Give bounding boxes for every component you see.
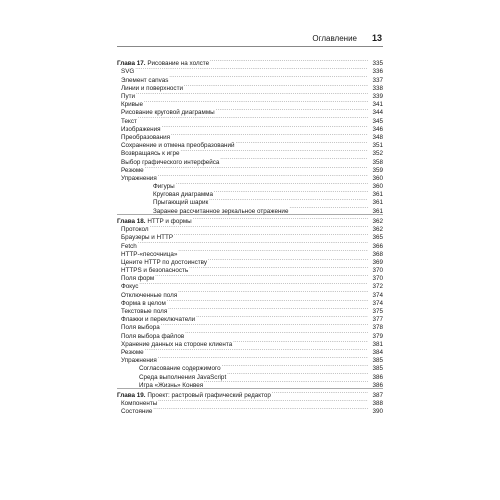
toc-page-number: 361	[372, 191, 383, 199]
dot-leader	[210, 57, 368, 65]
toc-page-number: 369	[372, 258, 383, 266]
toc-page-number: 381	[372, 340, 383, 348]
dot-leader	[184, 82, 368, 90]
toc-page-number: 377	[372, 316, 383, 324]
toc-entry	[117, 106, 383, 117]
toc-page-number: 386	[372, 381, 383, 389]
toc-chapter-entry	[117, 215, 383, 223]
toc-entry	[117, 164, 383, 172]
toc-entry	[117, 98, 383, 109]
toc-page-number: 339	[372, 93, 383, 101]
toc-entry	[117, 362, 383, 373]
toc-entry-title: Форма в целом	[121, 299, 166, 307]
dot-leader	[208, 256, 368, 264]
toc-page-number: 379	[372, 332, 383, 340]
toc-entry-title: Фигуры	[153, 183, 175, 191]
toc-entry-title: Отключенные поля	[121, 291, 178, 299]
toc-page-number: 386	[372, 373, 383, 381]
toc-page-number: 362	[372, 217, 383, 225]
toc-entry-title: Игра «Жизнь» Конвея	[139, 381, 204, 389]
toc-entry-title: Преобразования	[121, 133, 171, 141]
toc-page-number: 335	[372, 60, 383, 68]
toc-entry-title: Элемент canvas	[121, 76, 169, 84]
dot-leader	[196, 313, 368, 321]
toc-entry-title: Флажки и переключатели	[121, 316, 196, 324]
toc-entry	[117, 405, 383, 416]
toc-page-number: 370	[372, 267, 383, 275]
toc-entry-title: Рисование круговой диаграммы	[121, 109, 215, 117]
toc-entry-title: Заранее рассчитанное зеркальное отражение	[153, 207, 289, 215]
toc-page-number: 359	[372, 166, 383, 174]
toc-entry	[117, 223, 383, 234]
running-title: Оглавление	[312, 34, 357, 43]
dot-leader	[153, 405, 368, 413]
dot-leader	[139, 280, 368, 288]
dot-leader	[161, 321, 368, 329]
dot-leader	[289, 204, 368, 212]
toc-chapter-entry	[117, 57, 383, 68]
toc-entry-title: Поля выбора	[121, 324, 160, 332]
toc-page-number: 374	[372, 299, 383, 307]
toc-page-number: 352	[372, 150, 383, 158]
page-number: 13	[371, 33, 382, 43]
toc-page-number: 368	[372, 250, 383, 258]
dot-leader	[180, 147, 368, 155]
toc-entry-title: Выбор графического интерфейса	[121, 158, 220, 166]
dot-leader	[169, 73, 368, 81]
toc-entry	[117, 346, 383, 354]
toc-page-number: 390	[372, 408, 383, 416]
toc-entry-title: HTTP-«песочница»	[121, 250, 178, 258]
dot-leader	[136, 90, 368, 98]
toc-entry	[117, 354, 383, 365]
toc-page-number: 337	[372, 76, 383, 84]
dot-leader	[145, 346, 368, 354]
chapter-label: Глава 19.	[117, 391, 146, 399]
toc-entry-title: Fetch	[121, 242, 137, 250]
toc-page-number: 378	[372, 324, 383, 332]
toc-page-number: 385	[372, 365, 383, 373]
toc-page-number: 388	[372, 400, 383, 408]
dot-leader	[233, 338, 368, 346]
toc-page-number: 358	[372, 158, 383, 166]
chapter-title: Проект: растровый графический редактор	[147, 391, 271, 399]
toc-entry-title: Сохранение и отмена преобразований	[121, 142, 235, 150]
toc-entry	[117, 272, 383, 283]
dot-leader	[193, 215, 368, 223]
toc-entry-title: Поля выбора файлов	[121, 332, 185, 340]
toc-entry-title: Резюме	[121, 348, 144, 356]
toc-entry-title: Браузеры и HTTP	[121, 234, 174, 242]
dot-leader	[272, 389, 368, 397]
toc-chapter-entry	[117, 389, 383, 397]
toc-entry-title: Цените HTTP по достоинству	[121, 258, 207, 266]
dot-leader	[150, 223, 368, 231]
toc-entry-title: Возвращаясь к игре	[121, 150, 180, 158]
dot-leader	[162, 123, 368, 131]
toc-entry-title: Поля форм	[121, 275, 155, 283]
toc-entry-title: Линии и поверхности	[121, 84, 183, 92]
toc-page-number: 360	[372, 174, 383, 182]
dot-leader	[227, 370, 368, 378]
dot-leader	[176, 180, 368, 188]
dot-leader	[167, 297, 368, 305]
toc-entry	[117, 180, 383, 191]
toc-page-number: 366	[372, 242, 383, 250]
toc-entry-title: Протокол	[121, 226, 149, 234]
dot-leader	[158, 354, 368, 362]
toc-page-number: 345	[372, 117, 383, 125]
toc-entry-title: Резюме	[121, 166, 144, 174]
dot-leader	[138, 114, 368, 122]
toc-entry-title: Компоненты	[121, 400, 158, 408]
dot-leader	[168, 305, 368, 313]
toc-entry	[117, 239, 383, 250]
toc-entry-title: HTTPS и безопасность	[121, 267, 189, 275]
dot-leader	[209, 196, 368, 204]
toc-entry	[117, 73, 383, 84]
dot-leader	[144, 98, 368, 106]
toc-entry-title: SVG	[121, 68, 135, 76]
toc-page-number: 365	[372, 234, 383, 242]
toc-page-number: 370	[372, 275, 383, 283]
dot-leader	[135, 65, 368, 73]
toc-entry-title: Прыгающий шарик	[153, 199, 209, 207]
toc-page-number: 351	[372, 142, 383, 150]
toc-entry	[117, 288, 383, 299]
toc-page-number: 374	[372, 291, 383, 299]
dot-leader	[171, 131, 368, 139]
toc-page-number: 344	[372, 109, 383, 117]
toc-entry-title: Среда выполнения JavaScript	[139, 373, 227, 381]
dot-leader	[220, 155, 368, 163]
dot-leader	[204, 379, 368, 387]
toc-page-number: 338	[372, 84, 383, 92]
toc-entry-title: Круговая диаграмма	[153, 191, 213, 199]
dot-leader	[214, 188, 368, 196]
chapter-title: HTTP и формы	[147, 217, 192, 225]
toc-entry	[117, 123, 383, 131]
toc-page-number: 362	[372, 226, 383, 234]
toc-entry	[117, 65, 383, 76]
dot-leader	[158, 172, 368, 180]
dot-leader	[189, 264, 368, 272]
toc-entry-title: Согласование содержимого	[139, 365, 221, 373]
chapter-title: Рисование на холсте	[147, 60, 210, 68]
toc-page-number: 361	[372, 199, 383, 207]
toc-page-number: 336	[372, 68, 383, 76]
toc-entry	[117, 172, 383, 180]
toc-page-number: 387	[372, 391, 383, 399]
dot-leader	[222, 362, 368, 370]
dot-leader	[158, 397, 368, 405]
toc-entry-title: Текст	[121, 117, 137, 125]
toc-page-number: 361	[372, 207, 383, 215]
toc-page-number: 348	[372, 133, 383, 141]
chapter-label: Глава 18.	[117, 217, 146, 225]
toc-page-number: 385	[372, 357, 383, 365]
toc-entry-title: Изображения	[121, 125, 161, 133]
toc-page-number: 384	[372, 348, 383, 356]
toc-page-number: 372	[372, 283, 383, 291]
table-of-contents	[117, 57, 383, 416]
toc-entry-title: Упражнения	[121, 357, 157, 365]
toc-entry	[117, 280, 383, 291]
toc-entry-title: Пути	[121, 93, 136, 101]
toc-entry-title: Фокус	[121, 283, 139, 291]
dot-leader	[216, 106, 368, 114]
dot-leader	[145, 164, 368, 172]
toc-entry-title: Состояние	[121, 408, 153, 416]
dot-leader	[178, 288, 368, 296]
toc-page-number: 375	[372, 308, 383, 315]
dot-leader	[178, 248, 368, 256]
toc-entry	[117, 248, 383, 256]
page-header	[117, 33, 383, 47]
toc-entry	[117, 231, 383, 242]
dot-leader	[155, 272, 368, 280]
dot-leader	[138, 239, 368, 247]
dot-leader	[236, 139, 369, 147]
dot-leader	[174, 231, 368, 239]
toc-entry-title: Упражнения	[121, 174, 157, 182]
toc-entry-title: Кривые	[121, 101, 144, 109]
toc-entry-title: Текстовые поля	[121, 308, 168, 315]
toc-entry	[117, 90, 383, 101]
toc-page-number: 346	[372, 125, 383, 133]
toc-page-number: 341	[372, 101, 383, 109]
toc-entry	[117, 114, 383, 125]
chapter-label: Глава 17.	[117, 60, 146, 68]
toc-page-number: 360	[372, 183, 383, 191]
toc-entry-title: Хранение данных на стороне клиента	[121, 340, 233, 348]
dot-leader	[185, 329, 368, 337]
